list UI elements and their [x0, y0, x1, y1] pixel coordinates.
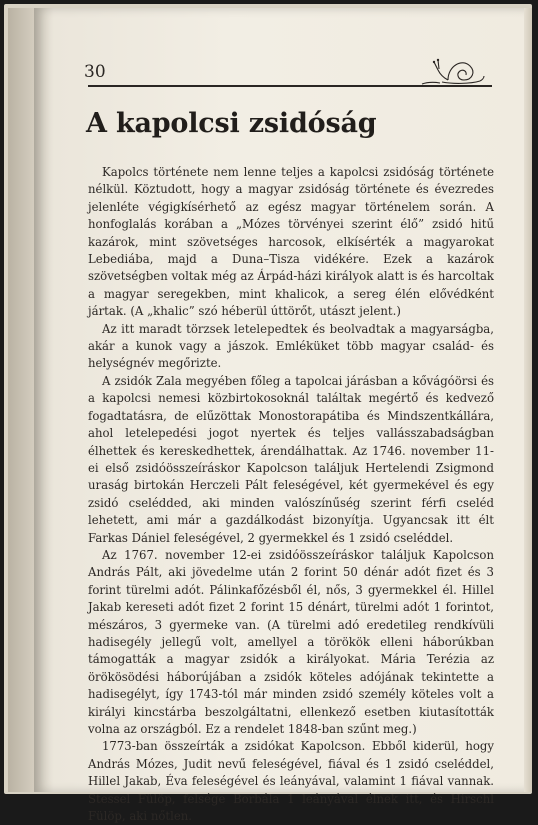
paragraph: Az 1767. november 12-ei zsidóösszeíráskor találjuk Kapolcson András Pált, aki jövedelme után 2 forint 50 dénár adót fizet és 3 forint türelmi adót. Pálinkafőzésből él, nős, 3 gyermekkel él. Hillel Jakab kereseti adót fizet 2 forint 15 dénárt, türelmi adót 1 forintot, mészáros, 3 gyermeke van. (A türelmi adó eredetileg rendkívüli hadisegély jellegű volt, amellyel a törökök elleni háborúkban támogatták a magyar zsidók a királyokat. Mária Terézia az örökösödési háborújában a zsidók köteles adójának tekintette a hadisegélyt, így 1743-tól már minden zsidó személy köteles volt a királyi kincstárba beszolgáltatni, ellenkező esetben kiutasították volna az országból. Ez a rendelet 1848-ban szűnt meg.) — [88, 547, 494, 736]
paragraph: Kapolcs története nem lenne teljes a kapolcsi zsidóság története nélkül. Köztudott, hogy a magyar zsidóság története és évezredes jelenléte végigkísérhető az egész magyar történelem során. A honfoglalás korában a „Mózes törvényei szerint élő” zsidó hitű kazárok, mint szövetséges harcosok, elkísérték a magyarokat Lebediába, majd a Duna–Tisza vidékére. Ezek a kazárok szövetségben voltak még az Árpád-házi királyok alatt is és harcoltak a magyar seregekben, mint khalicok, a sereg élén elővédként jártak. (A „khalic” szó héberül úttörőt, utászt jelent.) — [88, 165, 494, 319]
paragraph: A zsidók Zala megyében főleg a tapolcai járásban a kővágóörsi és a kapolcsi nemesi közbirtokosoknál találtak megértő és kedvező fogadtatásra, de elűzöttak Monostorapátiba és Mindszentkállára, ahol letelepedési jogot nyertek és teljes vallásszabadságban élhettek és kereskedhettek, árendálhattak. Az 1746. november 11-ei első zsidóösszeíráskor Kapolcson találjuk Hertelendi Zsigmond uraság birtokán Herczeli Pált feleségével, két gyermekével és egy zsidó cselédded, aki minden valószínűség szerint férfi cseléd lehetett, ami már a gazdálkodást bizonyítja. Ugyancsak itt élt Farkas Dániel feleségével, 2 gyermekkel és 1 zsidó cseléddel. — [88, 373, 494, 545]
page-title: A kapolcsi zsidóság — [86, 108, 377, 139]
page-stack-edge — [8, 8, 34, 792]
page-right-edge — [524, 8, 532, 792]
paragraph: Az itt maradt törzsek letelepedtek és beolvadtak a magyarságba, akár a kunok vagy a jászok. Emléküket több magyar család- és helységnév megőrizte. — [88, 321, 494, 371]
page-number: 30 — [84, 62, 106, 82]
header-rule — [88, 85, 492, 87]
snail-icon — [418, 48, 488, 88]
paragraph: 1773-ban összeírták a zsidókat Kapolcson. Ebből kiderül, hogy András Mózes, Judit nevű feleségével, fiával és 1 zsidó cseléddel, Hillel Jakab, Éva feleségével és leányával, valamint 1 fiával vannak. Stessel Fülöp, felsége Borbála 1 leányával élnek itt, és Hirschl Fülöp, aki nőtlen. — [88, 739, 494, 824]
body-text — [88, 164, 494, 825]
